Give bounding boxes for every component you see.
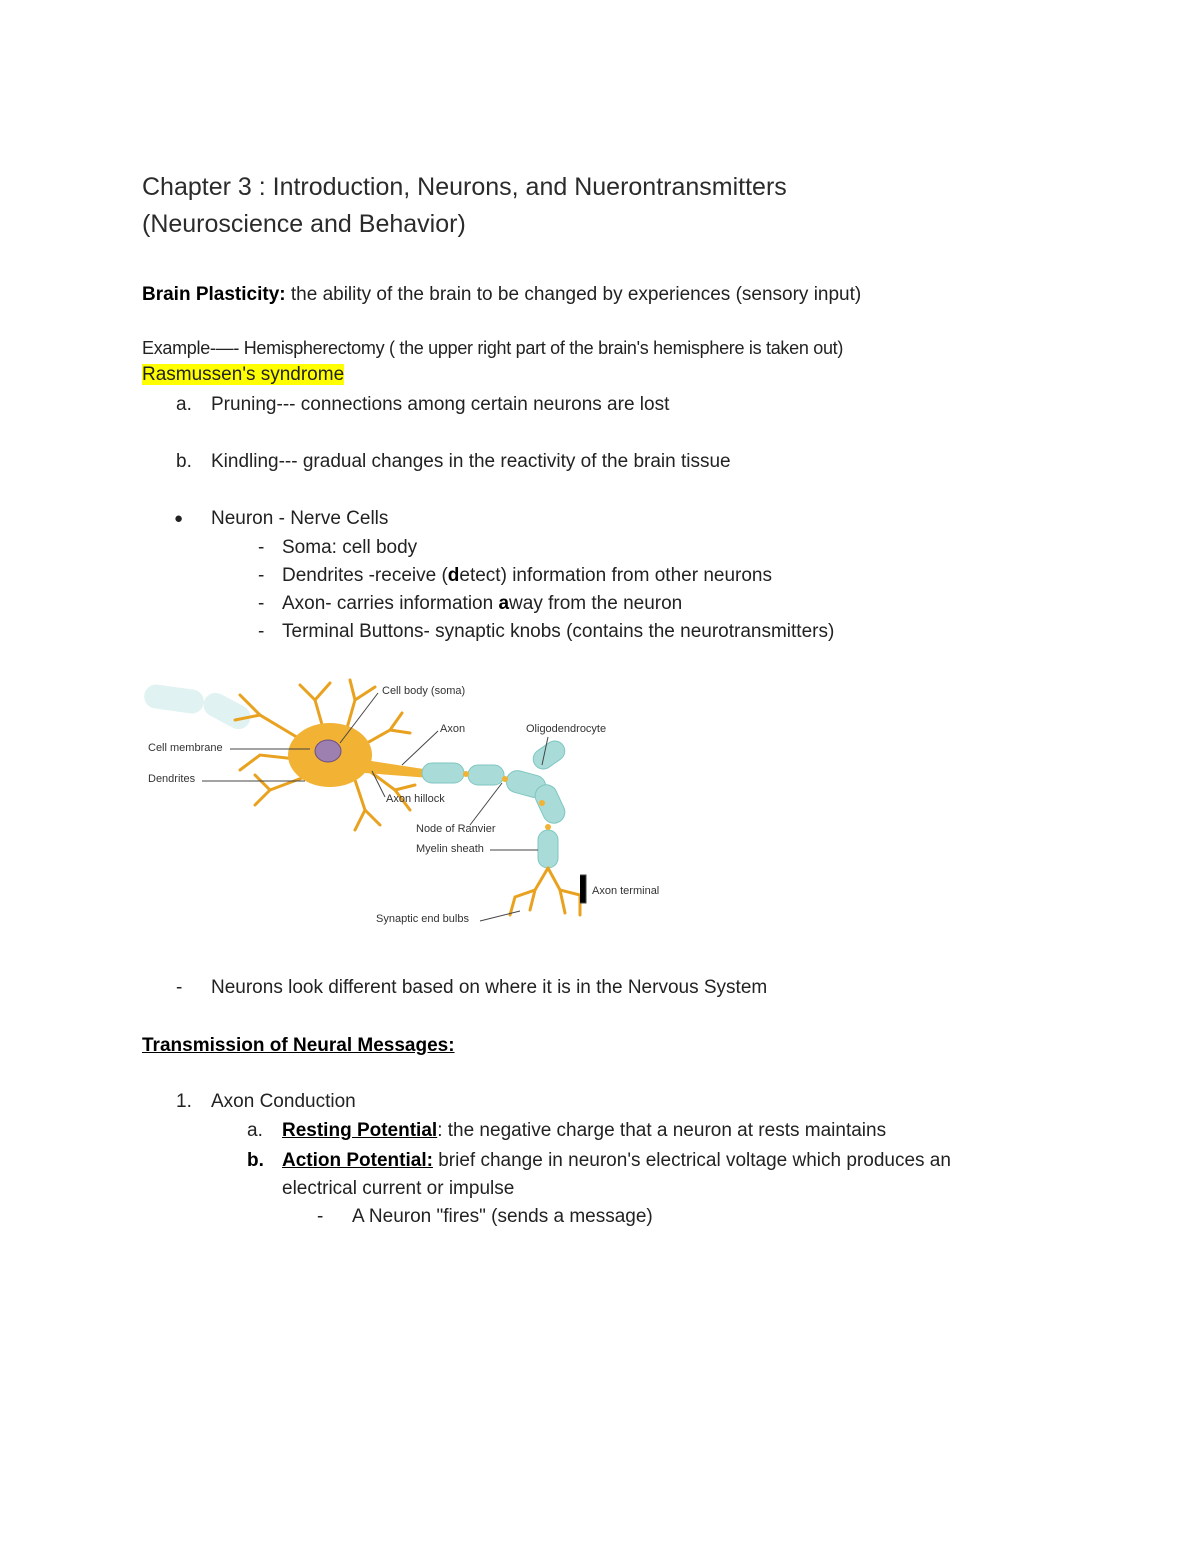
- sub-item-soma: Soma: cell body: [282, 537, 418, 558]
- bullet-marker: ●: [174, 510, 184, 527]
- resting-potential-item: [282, 1120, 886, 1142]
- label-cell-body: Cell body (soma): [382, 685, 466, 697]
- label-axon-hillock: Axon hillock: [386, 793, 445, 805]
- dash-marker: -: [317, 1206, 324, 1227]
- list-item-kindling: Kindling--- gradual changes in the reactivity of the brain tissue: [211, 451, 731, 472]
- action-potential-term: Action Potential:: [282, 1150, 433, 1171]
- rasmussen-highlight: Rasmussen's syndrome: [142, 364, 345, 385]
- label-node-of-ranvier: Node of Ranvier: [416, 823, 496, 835]
- page-title-line-2: (Neuroscience and Behavior): [142, 210, 466, 238]
- bullet-neuron: Neuron - Nerve Cells: [211, 508, 389, 529]
- action-potential-continuation: electrical current or impulse: [282, 1178, 515, 1199]
- neuron-illustration: [140, 675, 680, 945]
- nucleus-shape: [315, 740, 341, 762]
- page-title-line-1: Chapter 3 : Introduction, Neurons, and Nuerontransmitters: [142, 173, 787, 201]
- dendrites-bold-letter: d: [447, 565, 460, 586]
- transmission-heading: Transmission of Neural Messages:: [142, 1035, 455, 1056]
- list-item-pruning: Pruning--- connections among certain neurons are lost: [211, 394, 670, 415]
- dash-marker: -: [258, 537, 265, 558]
- sub-item-axon: [282, 593, 682, 615]
- neuron-diagram: [140, 675, 680, 945]
- brain-plasticity-term: Brain Plasticity:: [142, 284, 286, 305]
- dash-marker: -: [258, 593, 265, 614]
- label-oligodendrocyte: Oligodendrocyte: [526, 723, 607, 735]
- list-marker-b: b.: [176, 451, 192, 472]
- axon-text-b: way from the neuron: [509, 593, 683, 614]
- neuron-fires: A Neuron "fires" (sends a message): [352, 1206, 653, 1227]
- dendrites-text-a: Dendrites -receive (: [282, 565, 448, 586]
- resting-potential-term: Resting Potential: [282, 1120, 438, 1141]
- dendrites-text-b: etect) information from other neurons: [459, 565, 772, 586]
- action-potential-definition: brief change in neuron's electrical voltage which produces an: [432, 1150, 951, 1171]
- dash-marker: -: [176, 977, 183, 998]
- axon-conduction: Axon Conduction: [211, 1091, 356, 1112]
- brain-plasticity-definition: the ability of the brain to be changed by experiences (sensory input): [285, 284, 862, 305]
- sub-item-terminal-buttons: Terminal Buttons- synaptic knobs (contains the neurotransmitters): [282, 621, 835, 642]
- action-marker: b.: [247, 1150, 264, 1171]
- axon-terminal-branches: [510, 868, 580, 915]
- resting-potential-definition: : the negative charge that a neuron at rests maintains: [437, 1120, 887, 1141]
- dash-marker: -: [258, 621, 265, 642]
- label-dendrites: Dendrites: [148, 773, 196, 785]
- list-marker-a: a.: [176, 394, 192, 415]
- dash-marker: -: [258, 565, 265, 586]
- label-myelin-sheath: Myelin sheath: [416, 843, 484, 855]
- action-potential-item: [282, 1150, 951, 1172]
- label-cell-membrane: Cell membrane: [148, 742, 223, 754]
- label-axon-terminal: Axon terminal: [592, 885, 660, 897]
- example-line: Example-—- Hemispherectomy ( the upper right part of the brain's hemisphere is taken out): [142, 338, 844, 358]
- faded-axon-left: [143, 683, 255, 733]
- axon-bold-letter: a: [498, 593, 510, 614]
- highlight-line: [142, 364, 344, 386]
- resting-marker: a.: [247, 1120, 263, 1141]
- numbered-marker: 1.: [176, 1091, 192, 1112]
- sub-item-dendrites: [282, 565, 772, 587]
- axon-text-a: Axon- carries information: [282, 593, 499, 614]
- neurons-note: Neurons look different based on where it is in the Nervous System: [211, 977, 768, 998]
- brain-plasticity-paragraph: [142, 284, 861, 306]
- label-axon: Axon: [440, 723, 466, 735]
- label-synaptic-end-bulbs: Synaptic end bulbs: [376, 913, 469, 925]
